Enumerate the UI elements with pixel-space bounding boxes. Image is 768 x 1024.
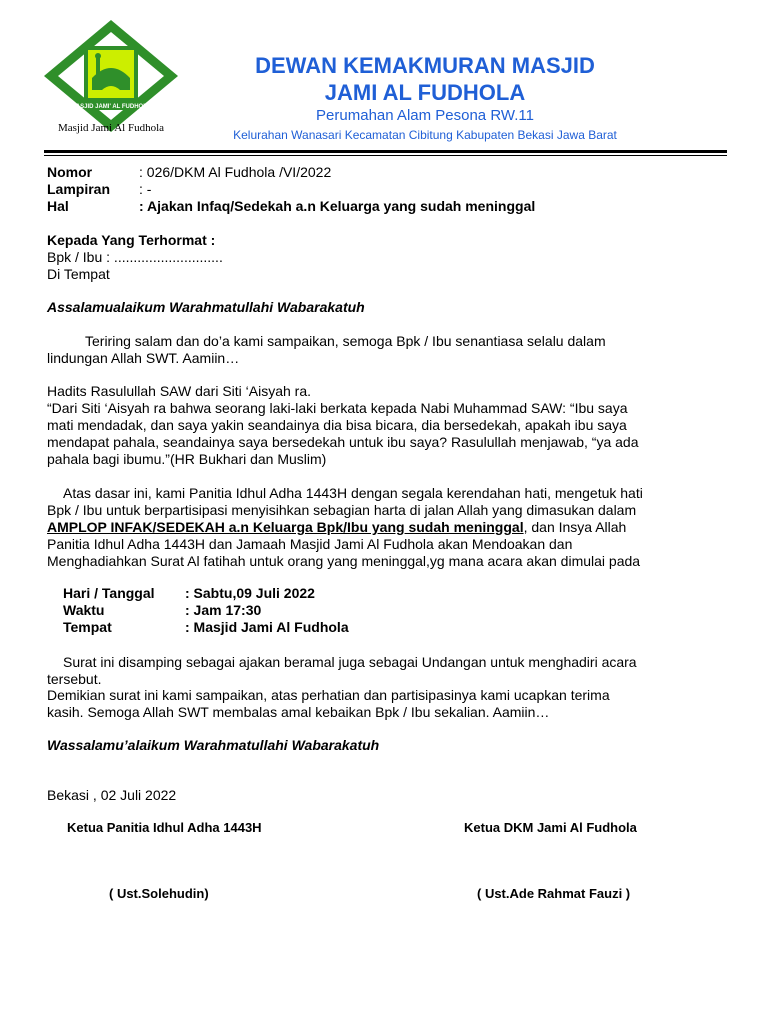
event-date-value: : Sabtu,09 Juli 2022 xyxy=(185,585,315,601)
meta-lampiran-label: Lampiran xyxy=(47,181,111,197)
header-divider-thick xyxy=(44,150,727,153)
signature-right-title: Ketua DKM Jami Al Fudhola xyxy=(464,820,637,835)
header-divider-thin xyxy=(44,155,727,156)
paragraph-request-l5: Menghadiahkan Surat Al fatihah untuk orang yang meninggal,yg mana acara akan dimulai pada xyxy=(47,553,641,569)
hadith-title: Hadits Rasulullah SAW dari Siti ‘Aisyah ra. xyxy=(47,383,312,399)
place-date: Bekasi , 02 Juli 2022 xyxy=(47,787,177,803)
mosque-emblem-icon xyxy=(40,18,182,138)
event-place-value: : Masjid Jami Al Fudhola xyxy=(185,619,349,635)
mosque-logo xyxy=(40,18,182,138)
org-title-line2: JAMI AL FUDHOLA xyxy=(324,80,526,105)
svg-text:MASJID JAMI' AL FUDHOLA: MASJID JAMI' AL FUDHOLA xyxy=(70,104,152,110)
meta-nomor-value: : 026/DKM Al Fudhola /VI/2022 xyxy=(139,164,332,180)
paragraph-request-l3 xyxy=(47,519,719,536)
meta-lampiran xyxy=(47,181,151,198)
farewell: Wassalamu’alaikum Warahmatullahi Wabarakatuh xyxy=(47,737,380,753)
hadith-line-4: pahala bagi ibumu.”(HR Bukhari dan Muslim) xyxy=(47,451,327,467)
hadith-line-1: “Dari Siti ‘Aisyah ra bahwa seorang laki-laki berkata kepada Nabi Muhammad SAW: “Ibu saya xyxy=(47,400,628,416)
paragraph-request-l1: Atas dasar ini, kami Panitia Idhul Adha 1443H dengan segala kerendahan hati, mengetuk hati xyxy=(63,485,643,501)
event-place-label: Tempat xyxy=(63,619,112,635)
meta-hal xyxy=(47,198,535,215)
meta-hal-label: Hal xyxy=(47,198,69,214)
paragraph-request-l2: Bpk / Ibu untuk berpartisipasi menyisihkan sebagian harta di jalan Allah yang dimasukan dalam xyxy=(47,502,637,518)
org-address: Kelurahan Wanasari Kecamatan Cibitung Kabupaten Bekasi Jawa Barat xyxy=(233,128,617,142)
salutation: Assalamualaikum Warahmatullahi Wabarakatuh xyxy=(47,299,365,315)
closing-invite-l1: Surat ini disamping sebagai ajakan beramal juga sebagai Undangan untuk menghadiri acara xyxy=(63,654,637,670)
closing-thanks-l1: Demikian surat ini kami sampaikan, atas perhatian dan partisipasinya kami ucapkan terima xyxy=(47,687,610,703)
meta-lampiran-value: : - xyxy=(139,181,152,197)
signature-left-name: ( Ust.Solehudin) xyxy=(109,886,209,901)
paragraph-greeting-l1: Teriring salam dan do’a kami sampaikan, semoga Bpk / Ibu senantiasa selalu dalam xyxy=(85,333,606,349)
event-place xyxy=(63,619,349,636)
signature-right-name: ( Ust.Ade Rahmat Fauzi ) xyxy=(477,886,631,901)
event-time xyxy=(63,602,261,619)
paragraph-greeting-l2: lindungan Allah SWT. Aamiin… xyxy=(47,350,240,366)
recipient-place: Di Tempat xyxy=(47,266,110,282)
closing-invite-l2: tersebut. xyxy=(47,671,102,687)
logo-caption: Masjid Jami Al Fudhola xyxy=(57,122,165,134)
envelope-highlight: AMPLOP INFAK/SEDEKAH a.n Keluarga Bpk/Ibu yang sudah meninggal xyxy=(47,519,524,535)
event-time-value: : Jam 17:30 xyxy=(185,602,262,618)
org-title-line1: DEWAN KEMAKMURAN MASJID xyxy=(255,53,595,78)
closing-thanks-l2: kasih. Semoga Allah SWT membalas amal kebaikan Bpk / Ibu sekalian. Aamiin… xyxy=(47,704,550,720)
recipient-name: Bpk / Ibu : ............................ xyxy=(47,249,223,265)
paragraph-request-l4: Panitia Idhul Adha 1443H dan Jamaah Masjid Jami Al Fudhola akan Mendoakan dan xyxy=(47,536,573,552)
meta-nomor-label: Nomor xyxy=(47,164,93,180)
event-date xyxy=(63,585,315,602)
hadith-line-3: mendapat pahala, seandainya saya bersedekah untuk ibu saya? Rasulullah menjawab, “ya ada xyxy=(47,434,639,450)
event-time-label: Waktu xyxy=(63,602,105,618)
hadith-line-2: mati mendadak, dan saya yakin seandainya dia bisa bicara, dia bersedekah, apakah ibu saya xyxy=(47,417,627,433)
paragraph-request-l3-rest: , dan Insya Allah xyxy=(523,519,627,535)
recipient-to: Kepada Yang Terhormat : xyxy=(47,232,216,248)
org-subtitle: Perumahan Alam Pesona RW.11 xyxy=(316,107,534,124)
org-title xyxy=(195,52,655,106)
event-date-label: Hari / Tanggal xyxy=(63,585,155,601)
signature-left-title: Ketua Panitia Idhul Adha 1443H xyxy=(67,820,262,835)
meta-nomor xyxy=(47,164,331,181)
meta-hal-value: : Ajakan Infaq/Sedekah a.n Keluarga yang sudah meninggal xyxy=(139,198,536,214)
